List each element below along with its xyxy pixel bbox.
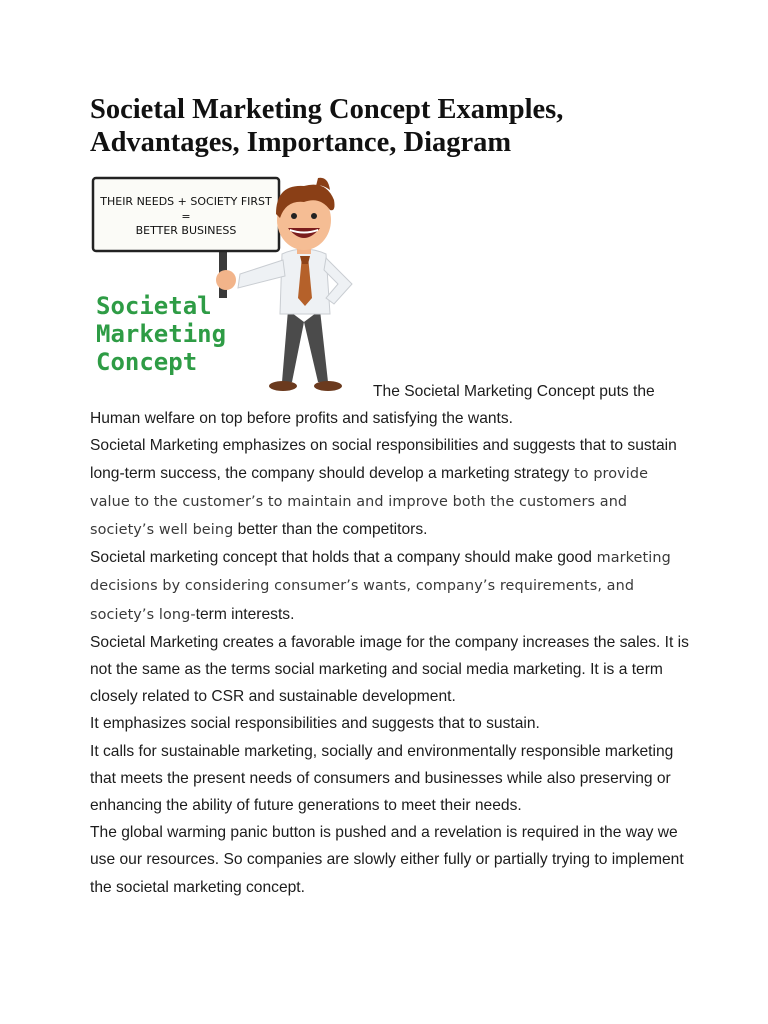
sign-line-3: BETTER BUSINESS (135, 224, 237, 237)
paragraph-5: It emphasizes social responsibilities and suggests that to sustain. (90, 715, 540, 733)
paragraph-2-part-c: better than the competitors. (233, 521, 428, 539)
page-title: Societal Marketing Concept Examples, Advantages, Importance, Diagram (90, 94, 564, 158)
paragraph-3-part-c: term interests. (195, 605, 295, 623)
illustration-graphic (90, 172, 380, 400)
article-body (90, 378, 690, 901)
document-page (90, 0, 690, 1024)
caption-line-2: Marketing (96, 320, 227, 348)
paragraph-2-part-a: Societal Marketing emphasizes on social responsibilities and suggests that to sustain long-term success, the company should develop a marketing strategy (90, 437, 677, 482)
caption-line-1: Societal (96, 292, 212, 320)
paragraph-3-part-b: marketing decisions by considering consumer’s wants, company’s requirements, and society’s long- (90, 550, 671, 623)
paragraph-7: The global warming panic button is pushed and a revelation is required in the way we use our resources. So companies are slowly either fully or partially trying to implement the societal marketing concept. (90, 824, 684, 896)
paragraph-3 (90, 544, 690, 629)
paragraph-3-part-a: Societal marketing concept that holds that a company should make good (90, 549, 592, 567)
paragraph-2 (90, 432, 690, 544)
paragraph-6: It calls for sustainable marketing, socially and environmentally responsible marketing that meets the present needs of consumers and businesses while also preserving or enhancing the ability of future generations to meet their needs. (90, 742, 674, 815)
illustration (90, 172, 380, 400)
sign-line-1: THEIR NEEDS + SOCIETY FIRST (100, 195, 272, 208)
paragraph-4: Societal Marketing creates a favorable image for the company increases the sales. It is not the same as the terms social marketing and social media marketing. It is a term closely related to CSR and sustainable development. (90, 633, 689, 706)
paragraph-1: The Societal Marketing Concept puts the Human welfare on top before profits and satisfying the wants. (90, 383, 655, 428)
caption-line-3: Concept (96, 348, 198, 376)
paragraph-2-part-b: to provide value to the customer’s to maintain and improve both the customers and society’s well being (90, 465, 649, 539)
sign-line-2: = (181, 210, 191, 223)
